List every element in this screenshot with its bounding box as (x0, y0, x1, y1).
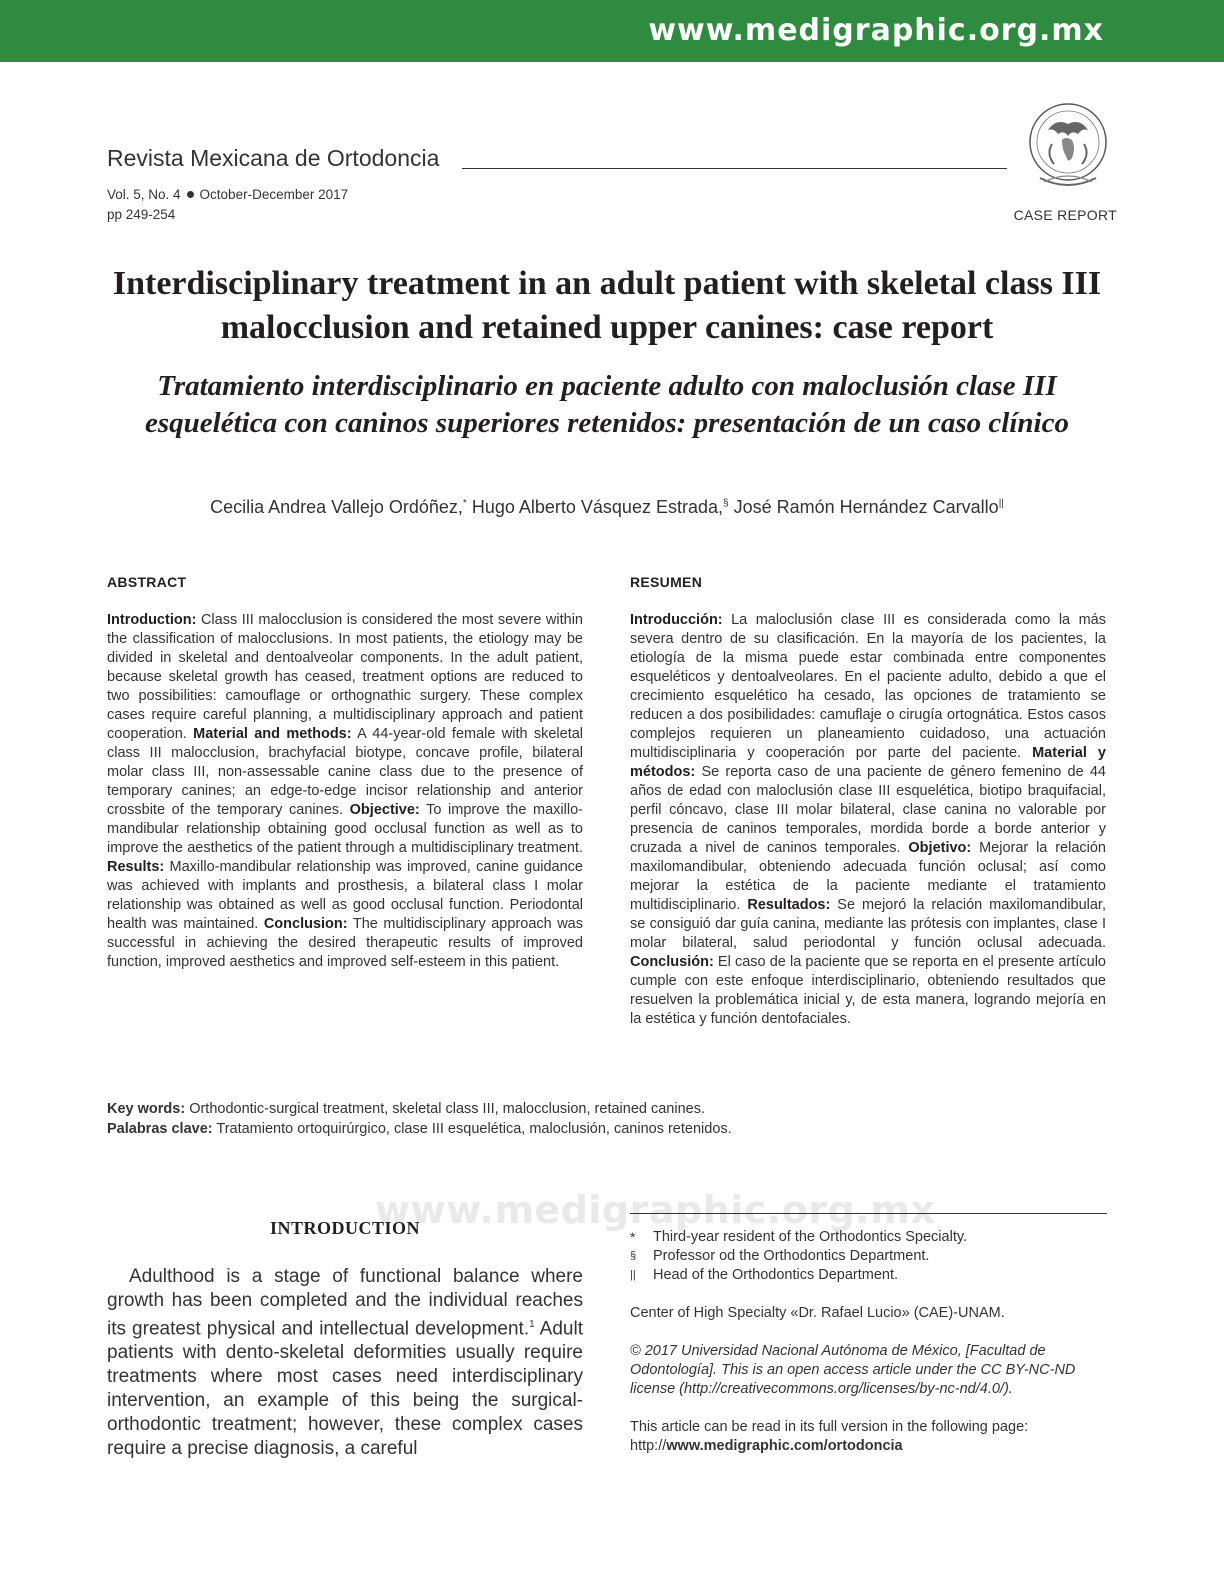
resumen-label: Introducción: (630, 612, 723, 628)
watermark: www.medigraphic.org.mx (375, 1188, 936, 1232)
author-mark: || (998, 498, 1004, 509)
online-link-prefix[interactable]: http:// (630, 1438, 667, 1454)
affiliation-mark: * (630, 1229, 636, 1245)
introduction-body (107, 1265, 583, 1461)
abstract-text: A 44-year-old female with skeletal class III malocclusion, brachyfacial biotype, concave profile, bilateral molar class III, non-assessable canine class due to the presence of temporary canines; an edge-to-edge incisor relationship and anterior crossbite of the temporary canines. (107, 726, 584, 818)
institution: Center of High Specialty «Dr. Rafael Lucio» (CAE)-UNAM. (630, 1305, 1005, 1321)
palabras-clave-text: Tratamiento ortoquirúrgico, clase III esquelética, maloclusión, caninos retenidos. (212, 1120, 732, 1137)
online-text: This article can be read in its full version in the following page: (630, 1419, 1029, 1435)
resumen-label: Resultados: (747, 897, 831, 913)
abstract-heading: ABSTRACT (107, 574, 187, 590)
page-range: pp 249-254 (107, 207, 176, 222)
affiliation-text: Head of the Orthodontics Department. (653, 1267, 899, 1283)
abstract-label: Conclusion: (263, 916, 348, 932)
university-seal-icon (1026, 100, 1110, 192)
online-link-url[interactable]: www.medigraphic.com/ortodoncia (666, 1438, 903, 1454)
abstract-label: Objective: (349, 802, 420, 818)
resumen-heading: RESUMEN (630, 574, 703, 590)
top-banner (0, 0, 1224, 62)
online-notice (630, 1418, 1107, 1456)
reference-mark[interactable]: 1 (529, 1319, 535, 1330)
resumen-text: Se mejoró la relación maxilomandibular, se consiguió dar guía canina, mediante las prótesis con implantes, clase I molar bilateral, salud periodontal y función oclusal adecuada. (630, 897, 1106, 951)
resumen-body (630, 611, 1106, 1029)
resumen-text: Se reporta caso de una paciente de género femenino de 44 años de edad con maloclusión clase III esquelética, biotipo braquifacial, perfil cóncavo, clase III molar bilateral, clase canina no valorable por presencia de caninos temporales, mordida borde a borde anterior y cruzada a nivel de caninos temporales. (630, 764, 1106, 856)
article-type-label: CASE REPORT (1013, 207, 1117, 223)
footnotes (630, 1228, 1107, 1456)
resumen-text: La maloclusión clase III es considerada como la más severa dentro de su clasificación. En la mayoría de los pacientes, la etiología de la misma puede estar combinada entre componentes esqueléticos y dentoalveolares. En el paciente adulto, debido a que el crecimiento esquelético ha cesado, las opciones de tratamiento se reducen a dos posibilidades: camuflaje o cirugía ortognática. Estos casos complejos requieren un planeamiento cuidadoso, una actuación multidisciplinaria y cooperación por parte del paciente. (630, 612, 1106, 761)
keywords-block (107, 1100, 1107, 1139)
affiliation-mark: § (630, 1250, 637, 1262)
resumen-text: Mejorar la relación maxilomandibular, obteniendo adecuada función oclusal; así como mejorar la estética de la paciente mediante el tratamiento multidisciplinario. (630, 840, 1106, 913)
issue-info (107, 187, 348, 202)
palabras-clave-label: Palabras clave: (107, 1120, 213, 1137)
abstract-label: Introduction: (107, 612, 197, 628)
affiliation-text: Third-year resident of the Orthodontics Specialty. (653, 1229, 968, 1245)
keywords-spanish (107, 1120, 1107, 1140)
keywords-english (107, 1100, 1107, 1120)
affiliation-mark: || (630, 1269, 636, 1281)
title-spanish: Tratamiento interdisciplinario en paciente adulto con maloclusión clase III esquelética con caninos superiores retenidos: presentación de un caso clínico (145, 370, 1069, 439)
author-list (107, 497, 1107, 518)
author-mark: § (722, 498, 729, 509)
abstract-body (107, 611, 583, 972)
header-rule (462, 168, 1007, 169)
issue-date: October-December 2017 (199, 187, 349, 202)
footnote-rule (630, 1213, 1107, 1214)
abstract-text: Maxillo-mandibular relationship was improved, canine guidance was achieved with implants and prosthesis, a bilateral class I molar relationship was obtained as well as good occlusal function. Periodontal health was maintained. (107, 859, 583, 932)
resumen-label: Conclusión: (630, 954, 714, 970)
volume-issue: Vol. 5, No. 4 (107, 187, 181, 202)
online-link[interactable] (630, 1437, 1107, 1456)
author-mark: * (462, 498, 467, 509)
abstract-label: Results: (107, 859, 165, 875)
affiliation-item (630, 1228, 1107, 1247)
site-url-link[interactable]: www.medigraphic.org.mx (648, 13, 1104, 48)
affiliation-text: Professor od the Orthodontics Department. (653, 1248, 930, 1264)
resumen-text: El caso de la paciente que se reporta en el presente artículo cumple con este enfoque interdisciplinario, obteniendo resultados que resuelven la problemática inicial y, de esta manera, logrando mejoría en la estética y función dentofaciales. (630, 954, 1106, 1027)
introduction-text-continued: Adult patients with dento-skeletal deformities usually require treatments where most cases need interdisciplinary intervention, an example of this being the surgical-orthodontic treatment; however, these complex cases require a precise diagnosis, a careful (107, 1318, 583, 1460)
author-name: Hugo Alberto Vásquez Estrada, (471, 497, 723, 517)
abstract-label: Material and methods: (193, 726, 352, 742)
keywords-text: Orthodontic-surgical treatment, skeletal class III, malocclusion, retained canines. (185, 1101, 705, 1117)
journal-name: Revista Mexicana de Ortodoncia (107, 145, 440, 171)
author-name: José Ramón Hernández Carvallo (733, 497, 999, 517)
copyright-notice: © 2017 Universidad Nacional Autónoma de México, [Facultad de Odontología]. This is an open access article under the CC BY-NC-ND license (http://creativecommons.org/licenses/by-nc-nd/4.0/). (630, 1343, 1076, 1397)
resumen-label: Objetivo: (908, 840, 972, 856)
title-english: Interdisciplinary treatment in an adult patient with skeletal class III malocclusion and retained upper canines: case report (112, 265, 1102, 346)
abstract-text: The multidisciplinary approach was successful in achieving the desired therapeutic results of improved function, improved aesthetics and improved self-esteem in this patient. (107, 916, 583, 970)
author-name: Cecilia Andrea Vallejo Ordóñez, (210, 497, 463, 517)
introduction-text: Adulthood is a stage of functional balance where growth has been completed and the individual reaches its greatest physical and intellectual development. (107, 1266, 583, 1340)
bullet-dot (187, 191, 194, 198)
abstract-text: To improve the maxillo-mandibular relationship obtaining good occlusal function as well as to improve the aesthetics of the patient through a multidisciplinary treatment. (107, 802, 583, 856)
introduction-heading: INTRODUCTION (269, 1218, 421, 1238)
resumen-label: Material y métodos: (630, 745, 1106, 780)
keywords-label: Key words: (107, 1101, 186, 1117)
affiliation-item (630, 1266, 1107, 1285)
affiliation-item (630, 1247, 1107, 1266)
abstract-text: Class III malocclusion is considered the most severe within the classification of malocclusions. In most patients, the etiology may be divided in skeletal and dentoalveolar components. In the adult patient, because skeletal growth has ceased, treatment options are reduced to two possibilities: camouflage or orthognathic surgery. These complex cases require careful planning, a multidisciplinary approach and patient cooperation. (107, 612, 583, 742)
